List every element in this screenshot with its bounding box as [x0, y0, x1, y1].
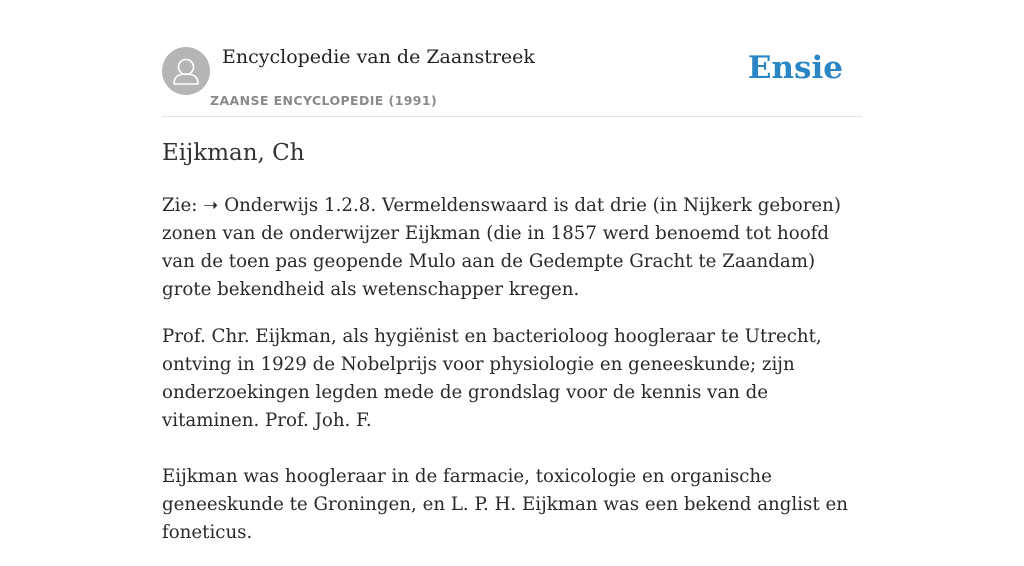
header — [162, 0, 862, 117]
paragraph-1 — [162, 192, 864, 304]
paragraph-3: Eijkman was hoogleraar in de farmacie, toxicologie en organische geneeskunde te Groningen, en L. P. H. Eijkman was een bekend anglist en foneticus. — [162, 466, 848, 543]
article-body — [162, 192, 864, 566]
user-icon — [162, 47, 210, 95]
see-prefix: Zie: — [162, 195, 204, 216]
source-subtitle: ZAANSE ENCYCLOPEDIE (1991) — [210, 93, 438, 108]
arrow-icon: ➝ — [203, 195, 219, 216]
paragraph-2: Prof. Chr. Eijkman, als hygiënist en bacterioloog hoogleraar te Utrecht, ontving in 1929 de Nobelprijs voor physiologie en geneeskunde; zijn onderzoekingen legden mede de grondslag voor de kennis van de vitaminen. Prof. Joh. F. — [162, 326, 822, 431]
page — [162, 0, 862, 543]
article-title: Eijkman, Ch — [162, 140, 305, 166]
avatar[interactable] — [162, 47, 210, 95]
brand-logo[interactable]: Ensie — [747, 50, 843, 86]
cross-reference-link[interactable] — [203, 195, 376, 216]
cross-reference-label: Onderwijs 1.2.8. — [224, 195, 377, 216]
source-name-link[interactable]: Encyclopedie van de Zaanstreek — [222, 46, 535, 68]
paragraph-1-text: Vermeldenswaard is dat drie (in Nijkerk geboren) zonen van de onderwijzer Eijkman (die in 1857 werd benoemd tot hoofd van de toen pas geopende Mulo aan de Gedempte Gracht te Zaandam) grote bekendheid als wetenschapper kregen. — [162, 195, 841, 300]
